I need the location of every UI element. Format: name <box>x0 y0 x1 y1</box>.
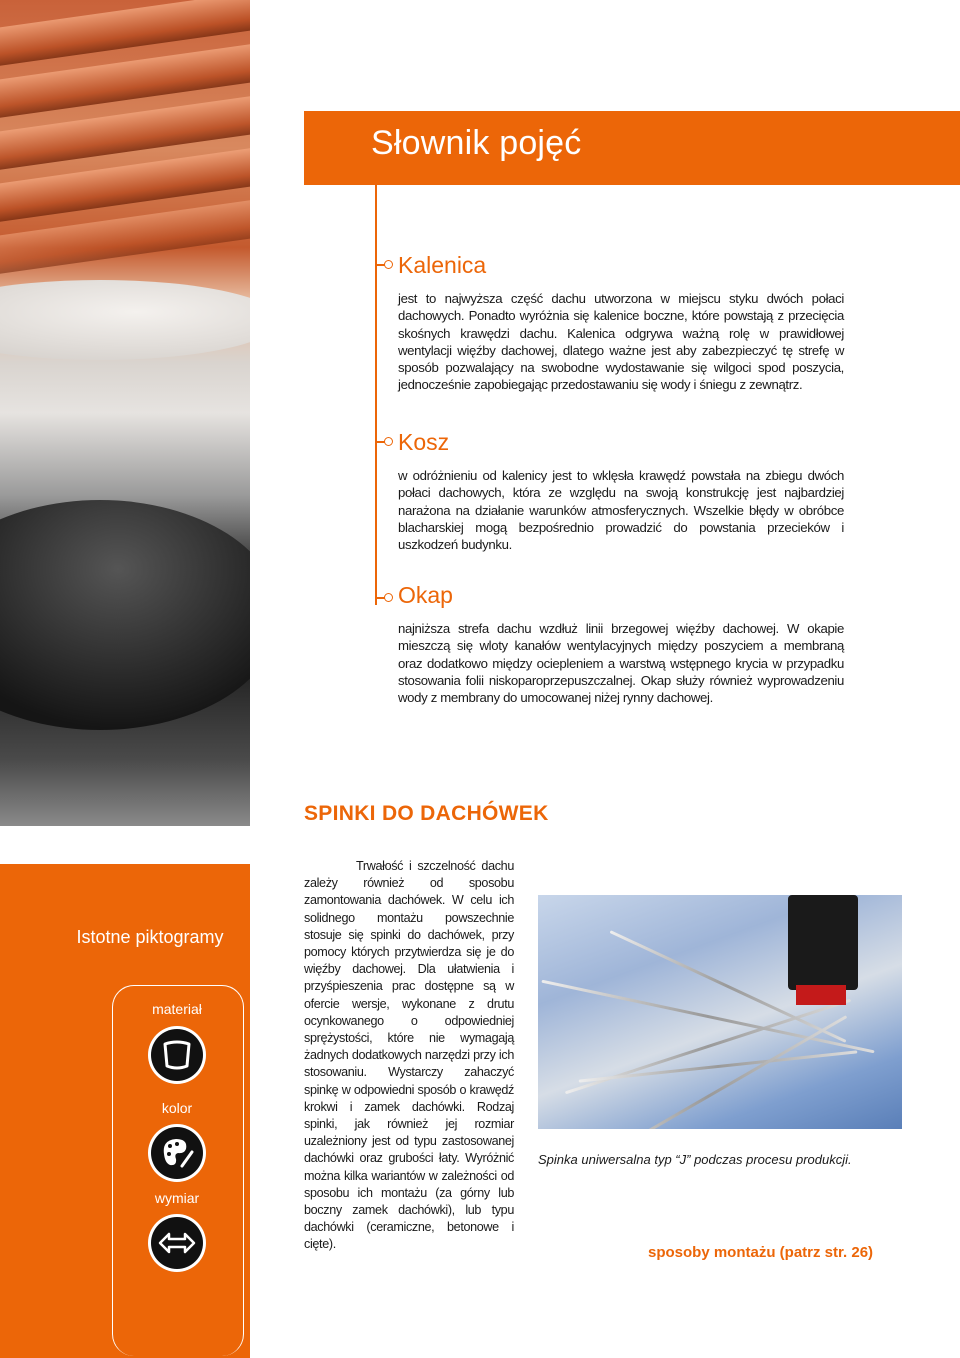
term-title-okap: Okap <box>398 582 453 608</box>
palette-icon <box>148 1124 206 1182</box>
clip-production-photo <box>538 895 902 1129</box>
timeline-line <box>375 185 377 605</box>
double-arrow-icon <box>148 1214 206 1272</box>
page-title: Słownik pojęć <box>371 124 582 162</box>
photo-caption: Spinka uniwersalna typ “J” podczas procesu produkcji. <box>538 1152 852 1167</box>
section-body <box>304 858 514 1254</box>
pictogram-label-material: materiał <box>152 1001 202 1017</box>
mounting-methods-link[interactable]: sposoby montażu (patrz str. 26) <box>648 1244 874 1261</box>
term-body-okap: najniższa strefa dachu wzdłuż linii brzegowej więźby dachowej. W okapie mieszczą się wloty kanałów wentylacyjnych między poszyciem a membraną oraz dodatkowo między ociepleniem a warstwą wstępnego krycia w przypadku stosowania folii niskoparoprzepuszczalnej. Okap służy również wyprowadzeniu wody z membrany do umocowanej niżej rynny dachowej. <box>398 621 844 706</box>
sidebar-title: Istotne piktogramy <box>76 927 224 947</box>
term-bullet-icon <box>384 437 393 446</box>
section-body-text: Trwałość i szczelność dachu zależy również od sposobu zamontowania dachówek. W celu ich solidnego montażu powszechnie stosuje się spinki do dachówek, przy pomocy których przytwierdza się je do więźby dachowej. Dla ułatwienia i przyśpieszenia prac dostępne są w ofercie wersje, wykonane z drutu ocynkowanego o odpowiedniej sprężystości, które nie wymagają żadnych dodatkowych narzędzi przy ich stosowaniu. Wystarczy zahaczyć spinkę w odpowiedni sposób o krawędź krokwi i zamek dachówki. Rodzaj spinki, jak również jej rozmiar uzależniony jest od typu zastosowanej dachówki oraz grubości łaty. Wyróżnić można kilka wariantów w zależności od sposobu ich montażu (za górny lub boczny zamek dachówki), lub typu dachówki (ceramiczne, betonowe i cięte). <box>304 859 514 1252</box>
term-title-kalenica: Kalenica <box>398 252 487 278</box>
roof-tiles-photo <box>0 0 250 826</box>
section-heading: SPINKI DO DACHÓWEK <box>304 802 549 825</box>
term-bullet-icon <box>384 593 393 602</box>
term-title-kosz: Kosz <box>398 429 450 455</box>
material-sheet-icon <box>148 1026 206 1084</box>
term-body-kosz: w odróżnieniu od kalenicy jest to wklęsła krawędź powstała na zbiegu dwóch połaci dachowych, która ze względu na swoją konstrukcję jest najbardziej narażona na działanie warunków atmosferycznych. Wszelkie błędy w obróbce blacharskiej mogą bezpośrednio prowadzić do powstania przecieków i uszkodzeń budynku. <box>398 468 844 553</box>
pictogram-label-color: kolor <box>161 1100 193 1116</box>
term-bullet-icon <box>384 260 393 269</box>
term-body-kalenica: jest to najwyższa część dachu utworzona w miejscu styku dwóch połaci dachowych. Ponadto wyróżnia się kalenice boczne, które powstają z przecięcia skośnych krawędzi dachu. Kalenica odgrywa ważną rolę w prawidłowej wentylacji więźby dachowej, dlatego ważne jest aby zabezpieczyć tę strefę w sposób pozwalający na swobodne wydostawanie się wilgoci spod poszycia, jednocześnie zapobiegając przedostawaniu się wody i śniegu z zewnątrz. <box>398 291 844 393</box>
pictogram-label-size: wymiar <box>154 1190 200 1206</box>
